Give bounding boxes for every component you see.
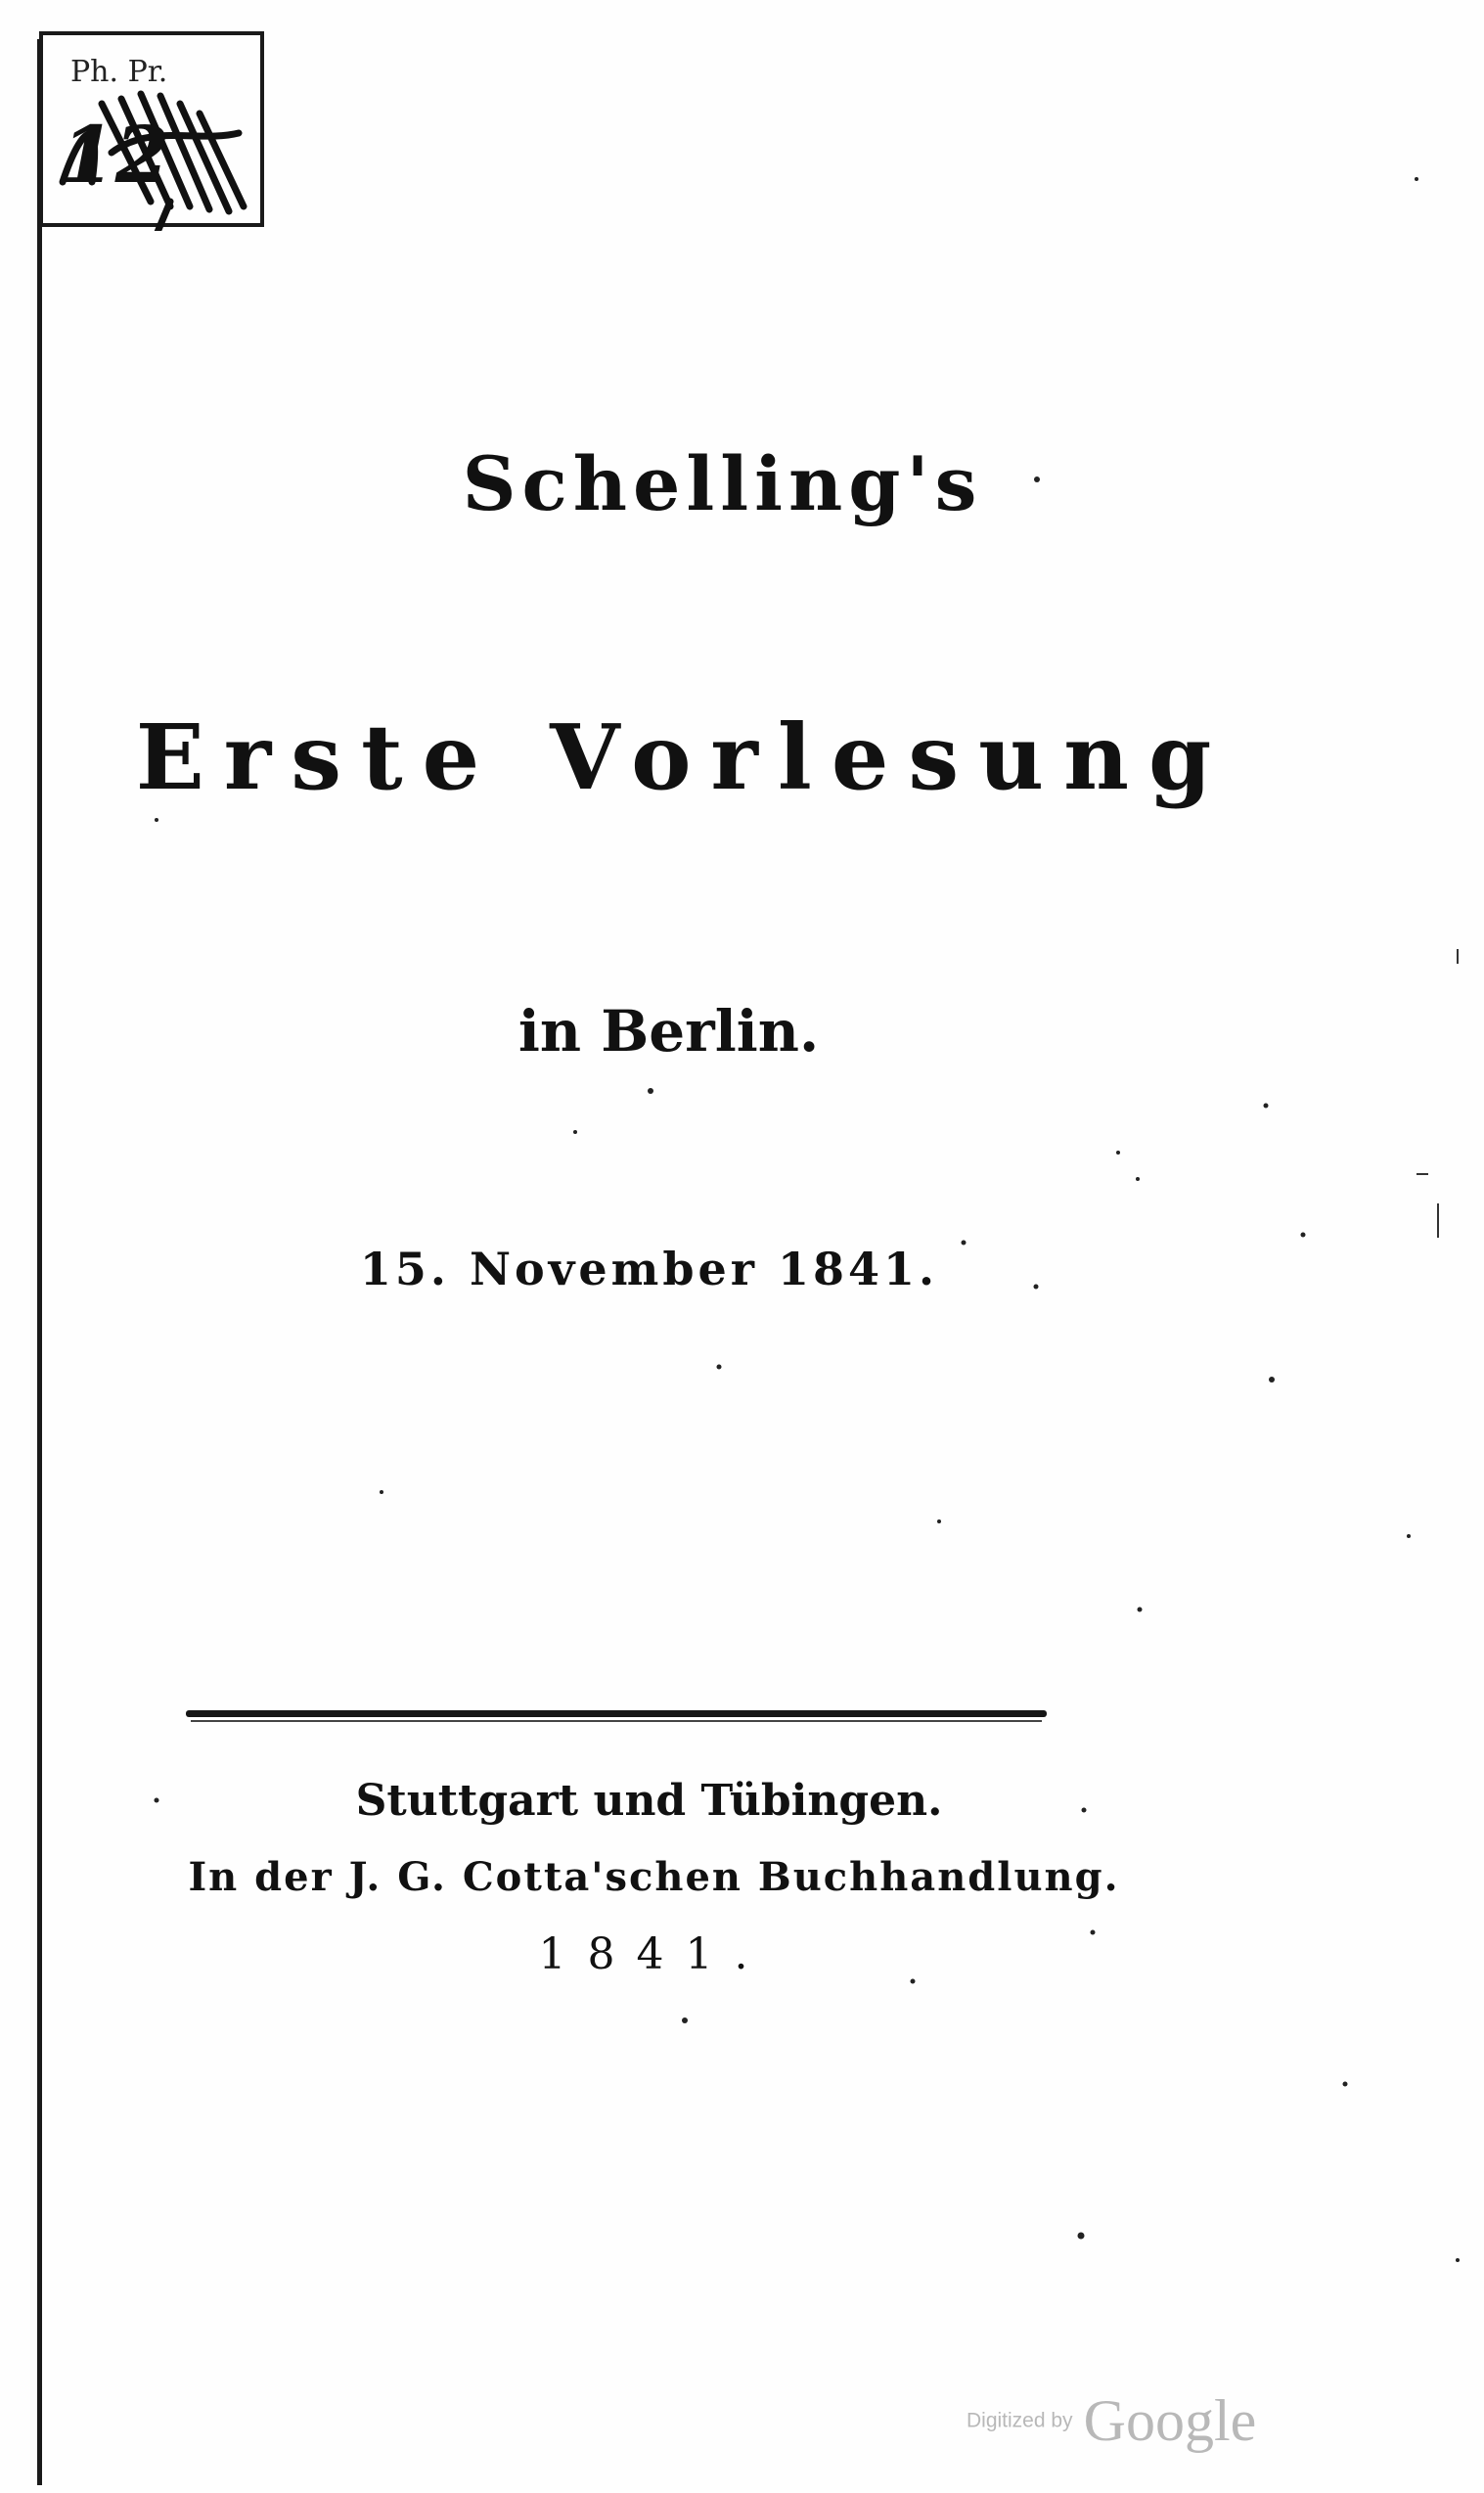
imprint-publisher: In der J. G. Cotta'schen Buchhandlung.: [188, 1854, 1120, 1900]
author-heading: Schelling's: [462, 440, 983, 527]
digitized-by-google-watermark: [967, 2387, 1256, 2455]
watermark-prefix: Digitized by: [967, 2409, 1073, 2432]
handwritten-shelfmark-text: 12: [61, 109, 170, 201]
imprint-city: Stuttgart und Tübingen.: [355, 1776, 943, 1826]
lecture-place: in Berlin.: [517, 998, 820, 1065]
google-wordmark: Google: [1083, 2388, 1257, 2453]
imprint-year: 1841.: [538, 1929, 770, 1979]
stamp-label: Ph. Pr.: [70, 55, 168, 89]
work-title: Erste Vorlesung: [135, 704, 1232, 810]
lecture-date: 15. November 1841.: [359, 1243, 939, 1295]
